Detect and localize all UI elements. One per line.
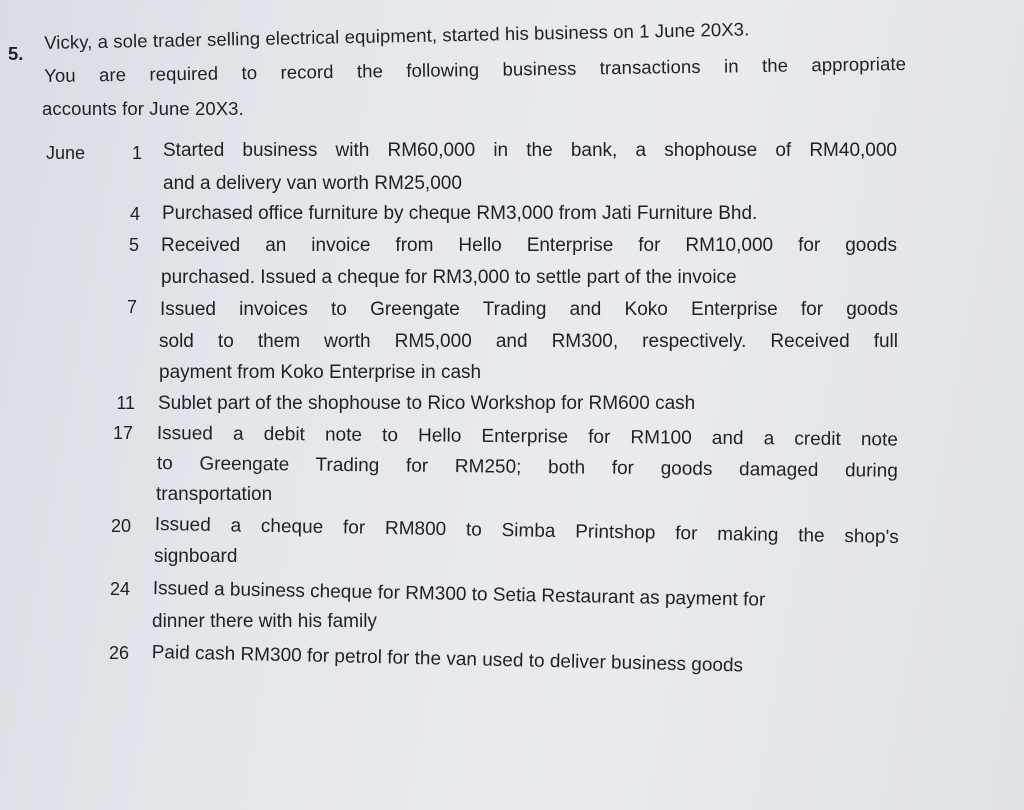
intro-line-3: accounts for June 20X3. (42, 98, 244, 119)
transaction-line: payment from Koko Enterprise in cash (159, 362, 482, 383)
intro-line-1: Vicky, a sole trader selling electrical equipment, started his business on 1 June 20X3. (44, 18, 750, 53)
transaction-line: signboard (154, 546, 238, 567)
transaction-line: dinner there with his family (152, 611, 377, 632)
intro-line-2: You are required to record the following business transactions in the appropriate (44, 52, 907, 86)
transaction-day: 26 (108, 643, 129, 663)
question-number: 5. (8, 43, 24, 64)
transaction-line: Issued a cheque for RM800 to Simba Printshop for making the shop's (154, 514, 899, 548)
transaction-line: Issued a business cheque for RM300 to Setia Restaurant as payment for (152, 578, 766, 611)
transaction-day: 5 (128, 235, 139, 255)
transaction-line: Started business with RM60,000 in the bank, a shophouse of RM40,000 (163, 140, 897, 161)
transaction-line: Issued a debit note to Hello Enterprise for RM100 and a credit note (156, 423, 898, 451)
transaction-day: 4 (129, 204, 140, 224)
transaction-day: 20 (110, 516, 131, 536)
transaction-line: and a delivery van worth RM25,000 (163, 173, 462, 194)
transaction-line: Sublet part of the shophouse to Rico Workshop for RM600 cash (158, 393, 696, 414)
month-label: June (46, 143, 86, 163)
transaction-day: 1 (131, 143, 142, 163)
transaction-line: transportation (156, 484, 273, 505)
transaction-day: 17 (112, 423, 133, 443)
transaction-line: Issued invoices to Greengate Trading and Koko Enterprise for goods (160, 299, 898, 320)
transaction-line: sold to them worth RM5,000 and RM300, respectively. Received full (159, 331, 898, 352)
transaction-line: to Greengate Trading for RM250; both for goods damaged during (156, 453, 898, 482)
transaction-day: 24 (109, 579, 130, 599)
transaction-day: 7 (126, 297, 137, 317)
transaction-day: 11 (116, 393, 135, 413)
transaction-line: purchased. Issued a cheque for RM3,000 to settle part of the invoice (161, 267, 737, 288)
transaction-line: Purchased office furniture by cheque RM3,000 from Jati Furniture Bhd. (162, 203, 758, 224)
transaction-line: Received an invoice from Hello Enterprise for RM10,000 for goods (161, 235, 897, 256)
transaction-line: Paid cash RM300 for petrol for the van used to deliver business goods (151, 642, 744, 677)
